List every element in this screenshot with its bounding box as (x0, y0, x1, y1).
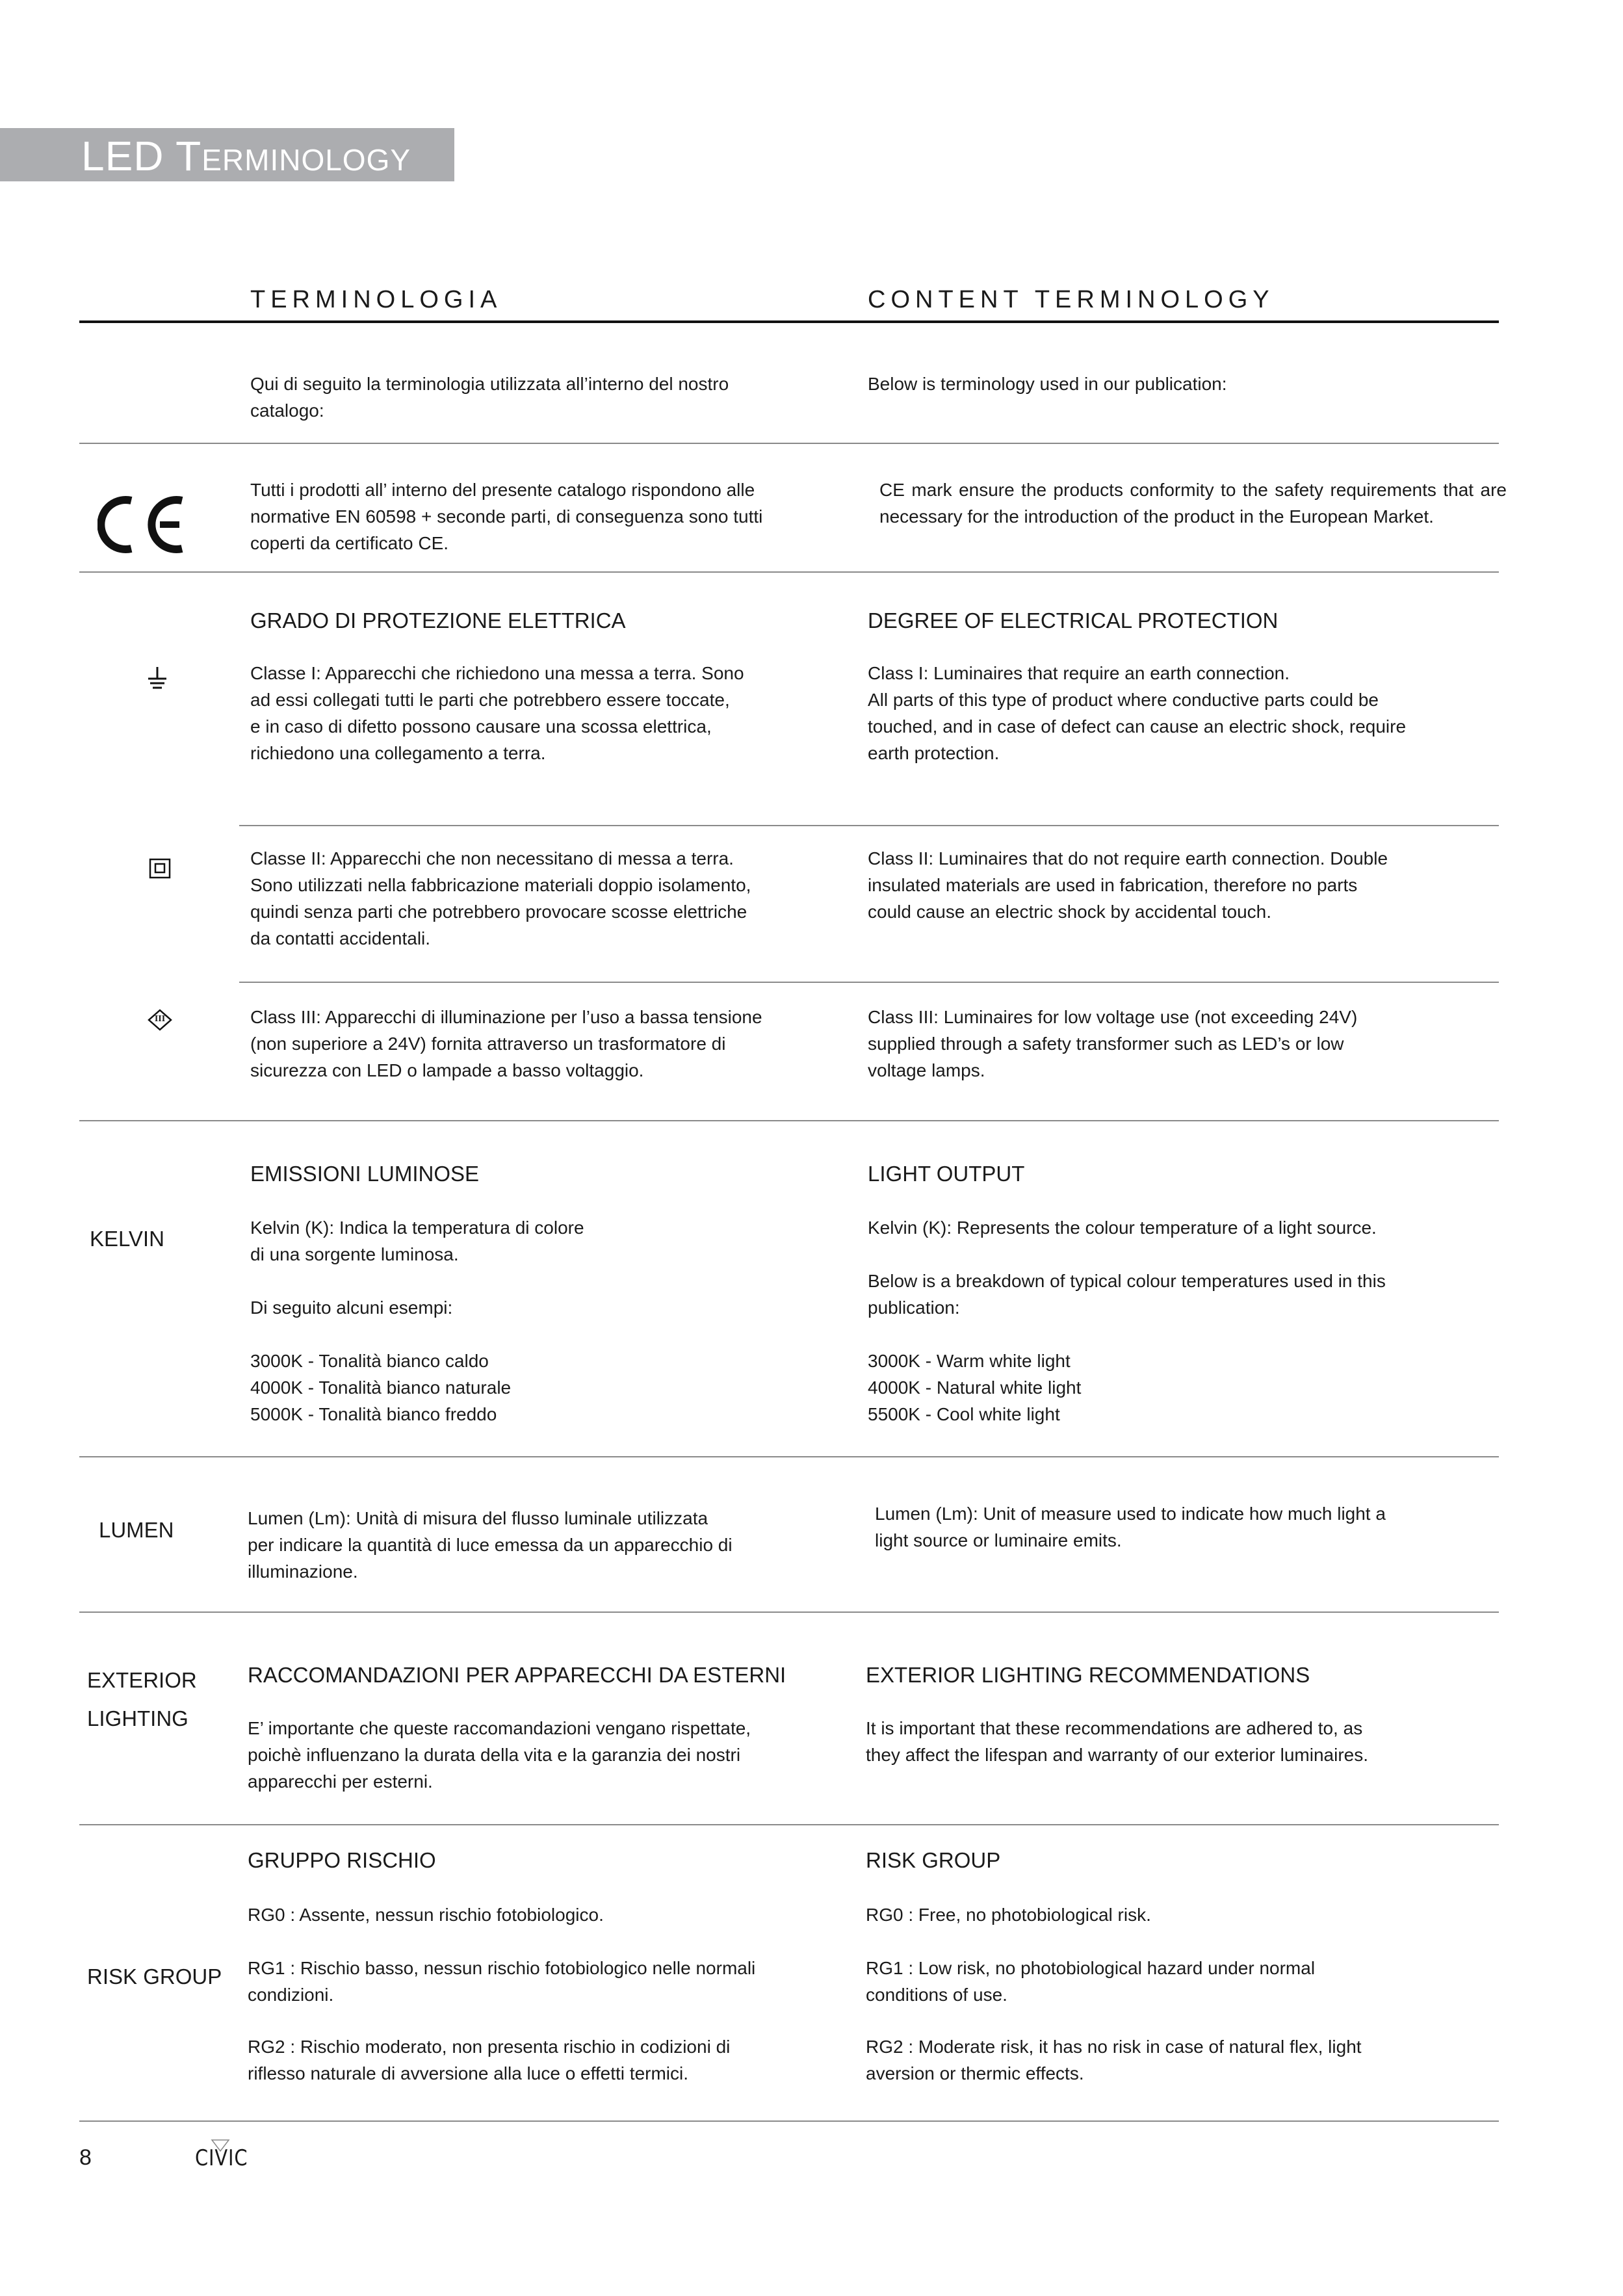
divider (79, 2120, 1499, 2122)
class3-text-it: Class III: Apparecchi di illuminazione per l’uso a bassa tensione (non superiore a 24V) fornita attraverso un trasformatore di sicurezza con LED o lampade a basso voltaggio. (250, 1007, 762, 1080)
kelvin-text-en: Kelvin (K): Represents the colour temperature of a light source. Below is a breakdown of typical colour temperatures used in this publication: 3000K - Warm white light 4000K - Natural white light 5500K - Cool white light (868, 1218, 1386, 1424)
intro-en: Below is terminology used in our publication: (868, 374, 1227, 394)
protection-heading-it: GRADO DI PROTEZIONE ELETTRICA (250, 608, 626, 633)
ce-text-en: CE mark ensure the products conformity to the safety requirements that are necessary for the introduction of the product in the European Market. (879, 480, 1507, 527)
brand-wordmark: CIVIC (195, 2145, 248, 2171)
protection-heading-en: DEGREE OF ELECTRICAL PROTECTION (868, 608, 1279, 633)
class2-text-en: Class II: Luminaires that do not require earth connection. Double insulated materials are used in fabrication, therefore no parts could cause an electric shock by accidental touch. (868, 848, 1388, 922)
class3-safety-icon (148, 1009, 172, 1031)
divider (79, 571, 1499, 573)
kelvin-label: KELVIN (90, 1227, 164, 1251)
rg1-text-it: RG1 : Rischio basso, nessun rischio fotobiologico nelle normali condizioni. (248, 1958, 756, 2005)
class1-text-en: Class I: Luminaires that require an earth connection. All parts of this type of product where conductive parts could be touched, and in case of defect can cause an electric shock, require earth protection. (868, 663, 1407, 763)
divider (239, 825, 1499, 826)
ce-text-it: Tutti i prodotti all’ interno del presente catalogo rispondono alle normative EN 60598 + seconde parti, di conseguenza sono tutti coperti da certificato CE. (250, 480, 763, 553)
exterior-label: EXTERIOR (87, 1668, 197, 1692)
earth-ground-icon (147, 666, 168, 692)
section-title-band (0, 128, 454, 181)
class2-text-it: Classe II: Apparecchi che non necessitano di messa a terra. Sono utilizzati nella fabbricazione materiali doppio isolamento, quindi senza parti che potrebbero provocare scosse elettriche da contatti accidentali. (250, 848, 751, 948)
divider (79, 1120, 1499, 1121)
column-heading-it: TERMINOLOGIA (250, 286, 502, 313)
divider (79, 443, 1499, 444)
rg2-text-it: RG2 : Rischio moderato, non presenta rischio in codizioni di riflesso naturale di avversione alla luce o effetti termici. (248, 2037, 731, 2083)
kelvin-heading-it: EMISSIONI LUMINOSE (250, 1162, 480, 1186)
divider (239, 982, 1499, 983)
lighting-label: LIGHTING (87, 1706, 188, 1730)
exterior-heading-it: RACCOMANDAZIONI PER APPARECCHI DA ESTERNI (248, 1663, 786, 1687)
divider (79, 1611, 1499, 1613)
title-big: LED T (81, 133, 202, 179)
kelvin-heading-en: LIGHT OUTPUT (868, 1162, 1025, 1186)
rg0-text-en: RG0 : Free, no photobiological risk. (866, 1905, 1151, 1925)
page-number: 8 (79, 2145, 92, 2170)
civic-logo (195, 2139, 247, 2171)
column-heading-en: CONTENT TERMINOLOGY (868, 286, 1275, 313)
divider (79, 1456, 1499, 1457)
lumen-label: LUMEN (99, 1518, 174, 1542)
class3-icon-label: III (154, 1014, 166, 1024)
exterior-text-it: E’ importante che queste raccomandazioni vengano rispettate, poichè influenzano la durata della vita e la garanzia dei nostri apparecchi per esterni. (248, 1718, 751, 1792)
kelvin-text-it: Kelvin (K): Indica la temperatura di colore di una sorgente luminosa. Di seguito alcuni esempi: 3000K - Tonalità bianco caldo 4000K - Tonalità bianco naturale 5000K - Tonalità bianco freddo (250, 1218, 584, 1424)
divider (79, 320, 1499, 323)
lumen-text-it: Lumen (Lm): Unità di misura del flusso luminale utilizzata per indicare la quantità di luce emessa da un apparecchio di illuminazione. (248, 1508, 733, 1582)
rg1-text-en: RG1 : Low risk, no photobiological hazard under normal conditions of use. (866, 1958, 1316, 2005)
ce-mark-icon (97, 495, 185, 554)
exterior-heading-en: EXTERIOR LIGHTING RECOMMENDATIONS (866, 1663, 1310, 1687)
class3-text-en: Class III: Luminaires for low voltage use (not exceeding 24V) supplied through a safety transformer such as LED’s or low voltage lamps. (868, 1007, 1358, 1080)
risk-heading-it: GRUPPO RISCHIO (248, 1848, 436, 1872)
rg0-text-it: RG0 : Assente, nessun rischio fotobiologico. (248, 1905, 604, 1925)
divider (79, 1824, 1499, 1825)
exterior-text-en: It is important that these recommendations are adhered to, as they affect the lifespan and warranty of our exterior luminaires. (866, 1718, 1368, 1765)
risk-group-label: RISK GROUP (87, 1964, 222, 1989)
section-title (81, 132, 411, 180)
lumen-text-en: Lumen (Lm): Unit of measure used to indicate how much light a light source or luminaire emits. (875, 1504, 1386, 1550)
intro-it: Qui di seguito la terminologia utilizzata all’interno del nostro catalogo: (250, 374, 729, 421)
risk-heading-en: RISK GROUP (866, 1848, 1001, 1872)
rg2-text-en: RG2 : Moderate risk, it has no risk in case of natural flex, light aversion or thermic effects. (866, 2037, 1362, 2083)
class1-text-it: Classe I: Apparecchi che richiedono una messa a terra. Sono ad essi collegati tutti le parti che potrebbero essere toccate, e in caso di difetto possono causare una scossa elettrica, richiedono una collegamento a terra. (250, 663, 744, 763)
double-insulation-icon (149, 858, 171, 879)
title-small: ERMINOLOGY (201, 143, 411, 177)
